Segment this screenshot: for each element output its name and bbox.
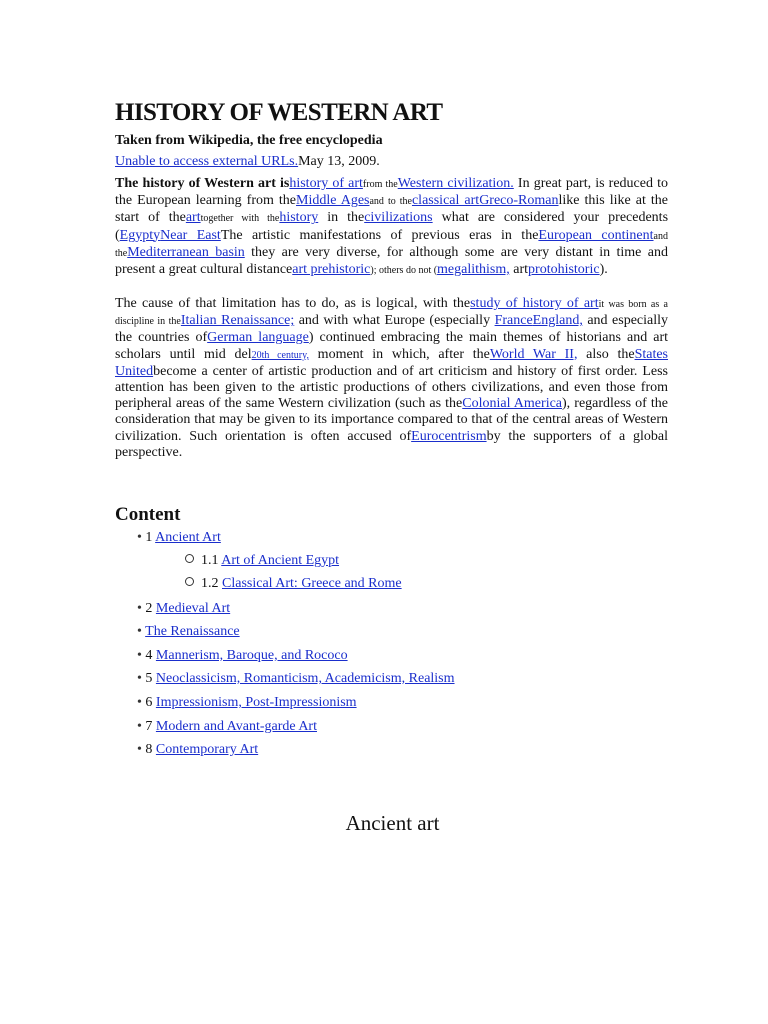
link-egypt[interactable]: Egypty bbox=[119, 227, 161, 243]
toc-item bbox=[137, 671, 455, 687]
toc-link-mannerism[interactable]: Mannerism, Baroque, and Rococo bbox=[155, 648, 348, 663]
toc-number: 6 bbox=[145, 695, 153, 710]
circle-bullet-icon bbox=[185, 554, 194, 563]
link-greco-roman[interactable]: Greco-Roman bbox=[479, 193, 559, 209]
bullet-icon: • bbox=[137, 695, 146, 710]
link-megalithism[interactable]: megalithism, bbox=[437, 262, 510, 278]
link-italian-renaissance[interactable]: Italian Renaissance; bbox=[180, 313, 295, 329]
circle-bullet-icon bbox=[185, 577, 194, 586]
access-line bbox=[115, 154, 380, 170]
toc-link-classical-art[interactable]: Classical Art: Greece and Rome bbox=[222, 576, 402, 591]
toc-link-contemporary-art[interactable]: Contemporary Art bbox=[155, 742, 259, 757]
section-heading: Ancient art bbox=[345, 811, 440, 835]
text-fragment: in the bbox=[318, 210, 365, 226]
page-subtitle: Taken from Wikipedia, the free encyclopedia bbox=[115, 133, 383, 148]
text-fragment: also the bbox=[577, 346, 635, 362]
toc-item bbox=[137, 648, 348, 664]
link-france[interactable]: France bbox=[494, 313, 533, 329]
toc-link-medieval-art[interactable]: Medieval Art bbox=[155, 601, 231, 616]
link-history[interactable]: history bbox=[279, 210, 319, 226]
toc-item bbox=[185, 576, 402, 592]
link-colonial-america[interactable]: Colonial America bbox=[462, 396, 563, 412]
link-20th-century[interactable]: 20th century, bbox=[251, 349, 309, 361]
text-fragment: and with what Europe (especially bbox=[294, 313, 495, 329]
text-fragment: together with the bbox=[200, 213, 280, 225]
bullet-icon: • bbox=[137, 601, 146, 616]
toc-number: 5 bbox=[145, 671, 153, 686]
text-fragment: In great part, is reduced to the European learning from the bbox=[115, 176, 668, 209]
bullet-icon: • bbox=[137, 530, 146, 545]
limitation-paragraph bbox=[115, 296, 668, 461]
text-fragment: The artistic manifestations of previous eras in the bbox=[220, 227, 539, 243]
bullet-icon: • bbox=[137, 742, 146, 757]
toc-number: 4 bbox=[145, 648, 153, 663]
toc-item bbox=[137, 719, 317, 735]
text-fragment: The cause of that limitation has to do, as is logical, with the bbox=[115, 296, 471, 311]
link-protohistoric[interactable]: protohistoric bbox=[528, 262, 600, 278]
text-fragment: become a center of artistic production and of art criticism and history of first order. Less attention has been given to the artistic productions of others civilizations, and even those from peripheral areas of the same Western civilization (such as the bbox=[115, 363, 668, 412]
access-date: May 13, 2009. bbox=[298, 154, 380, 169]
toc-link-neoclassicism[interactable]: Neoclassicism, Romanticism, Academicism, Realism bbox=[155, 671, 455, 686]
toc-link-modern-art[interactable]: Modern and Avant-garde Art bbox=[155, 719, 317, 734]
text-fragment: ). bbox=[599, 262, 608, 278]
toc-link-impressionism[interactable]: Impressionism, Post-Impressionism bbox=[155, 695, 357, 710]
toc-number: 1.2 bbox=[201, 576, 219, 591]
toc-number: 1.1 bbox=[201, 553, 219, 568]
intro-paragraph bbox=[115, 176, 668, 279]
link-mediterranean-basin[interactable]: Mediterranean basin bbox=[127, 244, 245, 260]
bullet-icon: • bbox=[137, 648, 146, 663]
intro-lead: The history of Western art is bbox=[115, 176, 290, 191]
text-fragment: ); others do not ( bbox=[370, 265, 438, 277]
text-fragment: and the bbox=[115, 230, 668, 259]
text-fragment: and to the bbox=[369, 196, 412, 208]
bullet-icon: • bbox=[137, 671, 146, 686]
link-art-prehistoric[interactable]: art prehistoric bbox=[292, 262, 371, 278]
link-civilizations[interactable]: civilizations bbox=[364, 210, 433, 226]
link-world-war-ii[interactable]: World War II, bbox=[489, 346, 578, 362]
link-middle-ages[interactable]: Middle Ages bbox=[296, 193, 370, 209]
link-european-continent[interactable]: European continent bbox=[538, 227, 654, 243]
toc-item bbox=[137, 601, 230, 617]
toc-link-ancient-art[interactable]: Ancient Art bbox=[155, 530, 221, 545]
toc-item bbox=[137, 530, 221, 546]
toc-number: 8 bbox=[145, 742, 153, 757]
bullet-icon: • bbox=[137, 719, 146, 734]
toc-number: 2 bbox=[145, 601, 153, 616]
content-heading: Content bbox=[115, 504, 181, 525]
text-fragment: moment in which, after the bbox=[308, 346, 490, 362]
link-study-of-history-of-art[interactable]: study of history of art bbox=[470, 296, 599, 311]
toc-link-ancient-egypt[interactable]: Art of Ancient Egypt bbox=[221, 553, 340, 568]
text-fragment: and especially the countries of bbox=[115, 313, 669, 346]
toc-item bbox=[185, 553, 339, 569]
text-fragment: by the supporters of a global perspective. bbox=[115, 428, 669, 460]
toc-link-renaissance[interactable]: The Renaissance bbox=[145, 624, 240, 639]
text-fragment: what are considered your precedents ( bbox=[115, 210, 669, 243]
text-fragment: it was born as a discipline in the bbox=[115, 299, 668, 328]
toc-number: 1 bbox=[145, 530, 153, 545]
external-url-link[interactable]: Unable to access external URLs. bbox=[115, 154, 299, 169]
link-england[interactable]: England, bbox=[532, 313, 583, 329]
link-german-language[interactable]: German language bbox=[207, 330, 309, 346]
link-classical-art[interactable]: classical art bbox=[411, 193, 480, 209]
toc-item bbox=[137, 742, 258, 758]
text-fragment: ) continued embracing the main themes of historians and art scholars until mid del bbox=[115, 330, 668, 362]
toc-item bbox=[137, 624, 240, 640]
link-eurocentrism[interactable]: Eurocentrism bbox=[411, 428, 487, 444]
link-history-of-art[interactable]: history of art bbox=[289, 176, 363, 191]
toc-item bbox=[137, 695, 357, 711]
link-united-states[interactable]: States United bbox=[115, 346, 669, 379]
page-title: HISTORY OF WESTERN ART bbox=[115, 99, 443, 126]
text-fragment: from the bbox=[362, 179, 398, 190]
link-western-civilization[interactable]: Western civilization. bbox=[397, 176, 514, 191]
text-fragment: art bbox=[509, 262, 529, 278]
bullet-icon: • bbox=[137, 624, 146, 639]
toc-number: 7 bbox=[145, 719, 153, 734]
text-fragment: ), regardless of the consideration that may be given to its importance compared to that of the central areas of Western civilization. Such orientation is often accused of bbox=[115, 396, 668, 444]
link-art[interactable]: art bbox=[185, 210, 201, 226]
text-fragment: like this like at the start of the bbox=[115, 193, 669, 226]
link-near-east[interactable]: Near East bbox=[160, 227, 221, 243]
text-fragment: they are very diverse, for although some are very distant in time and present a great cultural distance bbox=[115, 244, 668, 278]
